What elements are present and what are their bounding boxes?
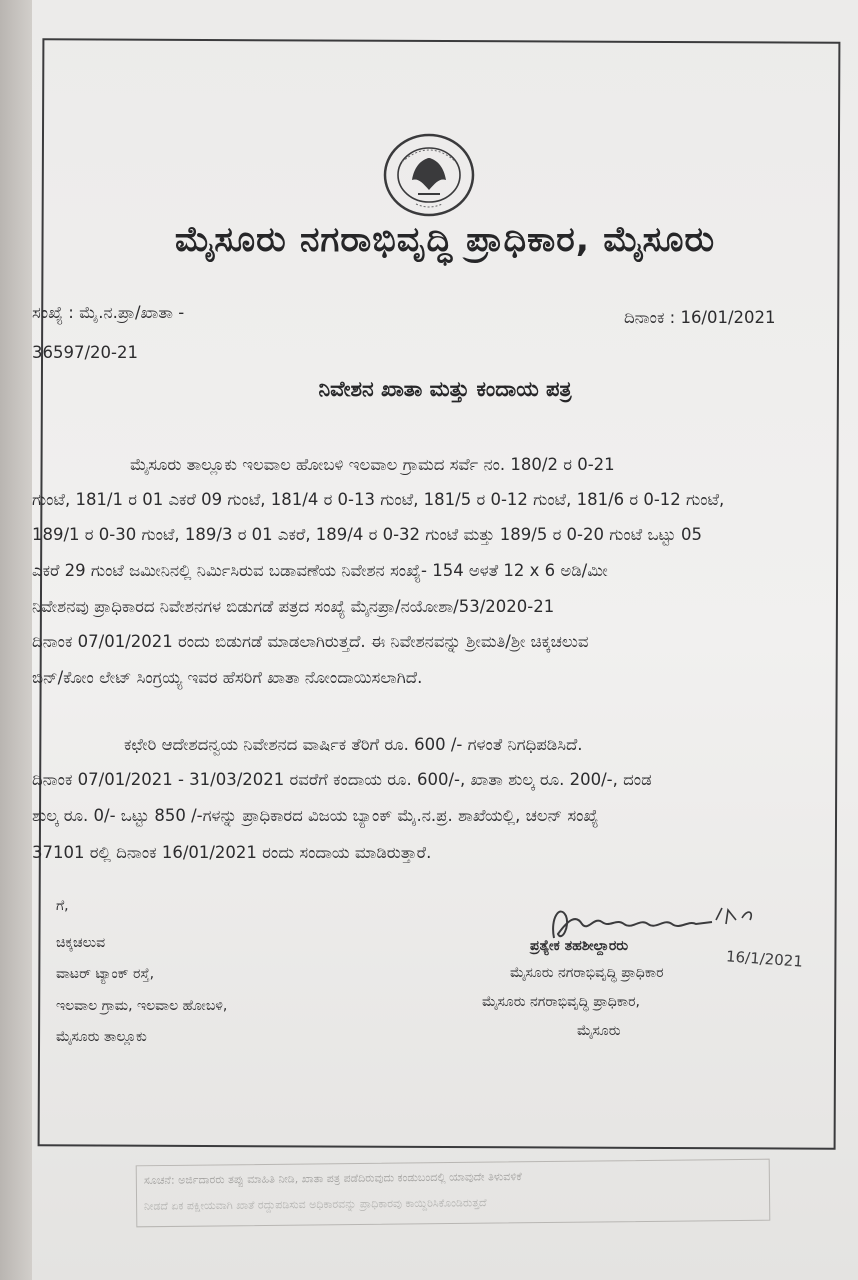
paragraph2-line: ದಿನಾಂಕ 07/01/2021 - 31/03/2021 ರವರೆಗೆ ಕಂದಾಯ ರೂ. 600/-, ಖಾತಾ ಶುಲ್ಕ ರೂ. 200/-, ದಂಡ (32, 770, 652, 789)
addressee-line: ಮೈಸೂರು ತಾಲ್ಲೂಕು (56, 1029, 147, 1045)
signatory-line: ಪ್ರತ್ಯೇಕ ತಹಶೀಲ್ದಾರರು (530, 938, 629, 954)
footer-note-line: ಸೂಚನೆ: ಅರ್ಜಿದಾರರು ತಪ್ಪು ಮಾಹಿತಿ ನೀಡಿ, ಖಾತಾ ಪತ್ರ ಪಡೆದಿರುವುದು ಕಂಡುಬಂದಲ್ಲಿ ಯಾವುದೇ ತಿಳುವಳಿಕೆ (143, 1170, 522, 1187)
issue-date: ದಿನಾಂಕ : 16/01/2021 (624, 308, 776, 327)
signatory-line: ಮೈಸೂರು ನಗರಾಭಿವೃದ್ಧಿ ಪ್ರಾಧಿಕಾರ (510, 965, 664, 981)
addressee-line: ಇಲವಾಲ ಗ್ರಾಮ, ಇಲವಾಲ ಹೋಬಳಿ, (56, 998, 228, 1014)
paragraph2-line: ಕಛೇರಿ ಆದೇಶದನ್ವಯ ನಿವೇಶನದ ವಾರ್ಷಿಕ ತೆರಿಗೆ ರೂ. 600 /- ಗಳಂತೆ ನಿಗಧಿಪಡಿಸಿದೆ. (124, 735, 583, 754)
reference-number: ಸಂಖ್ಯೆ : ಮೈ.ನ.ಪ್ರಾ/ಖಾತಾ - (32, 303, 185, 322)
signatory-line: ಮೈಸೂರು ನಗರಾಭಿವೃದ್ಧಿ ಪ್ರಾಧಿಕಾರ, (482, 994, 640, 1010)
handwritten-date: 16/1/2021 (725, 947, 804, 971)
addressee-to: ಗೆ, (56, 898, 69, 914)
authority-seal-icon (382, 132, 476, 218)
paragraph1-line: ಮೈಸೂರು ತಾಲ್ಲೂಕು ಇಲವಾಲ ಹೋಬಳಿ ಇಲವಾಲ ಗ್ರಾಮದ ಸರ್ವೆ ನಂ. 180/2 ರ 0-21 (130, 455, 615, 474)
paragraph1-line: ಎಕರೆ 29 ಗುಂಟೆ ಜಮೀನಿನಲ್ಲಿ ನಿರ್ಮಿಸಿರುವ ಬಡಾವಣೆಯ ನಿವೇಶನ ಸಂಖ್ಯೆ- 154 ಅಳತೆ 12 x 6 ಅಡಿ/ಮೀ (32, 561, 608, 580)
footer-note-box (136, 1159, 771, 1228)
document-page (32, 0, 858, 1280)
paragraph1-line: 189/1 ರ 0-30 ಗುಂಟೆ, 189/3 ರ 01 ಎಕರೆ, 189/4 ರ 0-32 ಗುಂಟೆ ಮತ್ತು 189/5 ರ 0-20 ಗುಂಟೆ ಒಟ್ಟು 05 (32, 525, 702, 544)
paragraph2-line: ಶುಲ್ಕ ರೂ. 0/- ಒಟ್ಟು 850 /-ಗಳನ್ನು ಪ್ರಾಧಿಕಾರದ ವಿಜಯ ಬ್ಯಾಂಕ್ ಮೈ.ನ.ಪ್ರ. ಶಾಖೆಯಲ್ಲಿ, ಚಲನ್ ಸಂಖ್ಯೆ (32, 806, 599, 825)
footer-note-line: ನೀಡದೆ ಏಕ ಪಕ್ಷೀಯವಾಗಿ ಖಾತೆ ರದ್ದುಪಡಿಸುವ ಅಧಿಕಾರವನ್ನು ಪ್ರಾಧಿಕಾರವು ಕಾಯ್ದಿರಿಸಿಕೊಂಡಿರುತ್ತದೆ (143, 1196, 487, 1213)
addressee-line: ವಾಟರ್ ಟ್ಯಾಂಕ್ ರಸ್ತೆ, (56, 966, 155, 982)
paragraph1-line: ದಿನಾಂಕ 07/01/2021 ರಂದು ಬಿಡುಗಡೆ ಮಾಡಲಾಗಿರುತ್ತದೆ. ಈ ನಿವೇಶನವನ್ನು ಶ್ರೀಮತಿ/ಶ್ರೀ ಚಿಕ್ಕಚಲುವ (32, 632, 589, 651)
paragraph1-line: ಬಿನ್/ಕೋಂ ಲೇಟ್ ಸಿಂಗ್ರಯ್ಯ ಇವರ ಹೆಸರಿಗೆ ಖಾತಾ ನೋಂದಾಯಿಸಲಾಗಿದೆ. (32, 668, 423, 687)
paragraph2-line: 37101 ರಲ್ಲಿ ದಿನಾಂಕ 16/01/2021 ರಂದು ಸಂದಾಯ ಮಾಡಿರುತ್ತಾರೆ. (32, 843, 432, 862)
paragraph1-line: ಗುಂಟೆ, 181/1 ರ 01 ಎಕರೆ 09 ಗುಂಟೆ, 181/4 ರ 0-13 ಗುಂಟೆ, 181/5 ರ 0-12 ಗುಂಟೆ, 181/6 ರ 0-12 ಗುಂಟೆ, (32, 490, 725, 509)
signatory-line: ಮೈಸೂರು (577, 1023, 621, 1039)
letter-subject: ನಿವೇಶನ ಖಾತಾ ಮತ್ತು ಕಂದಾಯ ಪತ್ರ (318, 377, 572, 401)
paragraph1-line: ನಿವೇಶನವು ಪ್ರಾಧಿಕಾರದ ನಿವೇಶನಗಳ ಬಿಡುಗಡೆ ಪತ್ರದ ಸಂಖ್ಯೆ ಮೈನಪ್ರಾ/ನಯೋಶಾ/53/2020-21 (32, 597, 555, 616)
authority-title: ಮೈಸೂರು ನಗರಾಭಿವೃದ್ಧಿ ಪ್ರಾಧಿಕಾರ, ಮೈಸೂರು (174, 220, 716, 260)
addressee-line: ಚಿಕ್ಕಚಲುವ (56, 935, 106, 951)
reference-number-continued: 36597/20-21 (32, 343, 138, 362)
